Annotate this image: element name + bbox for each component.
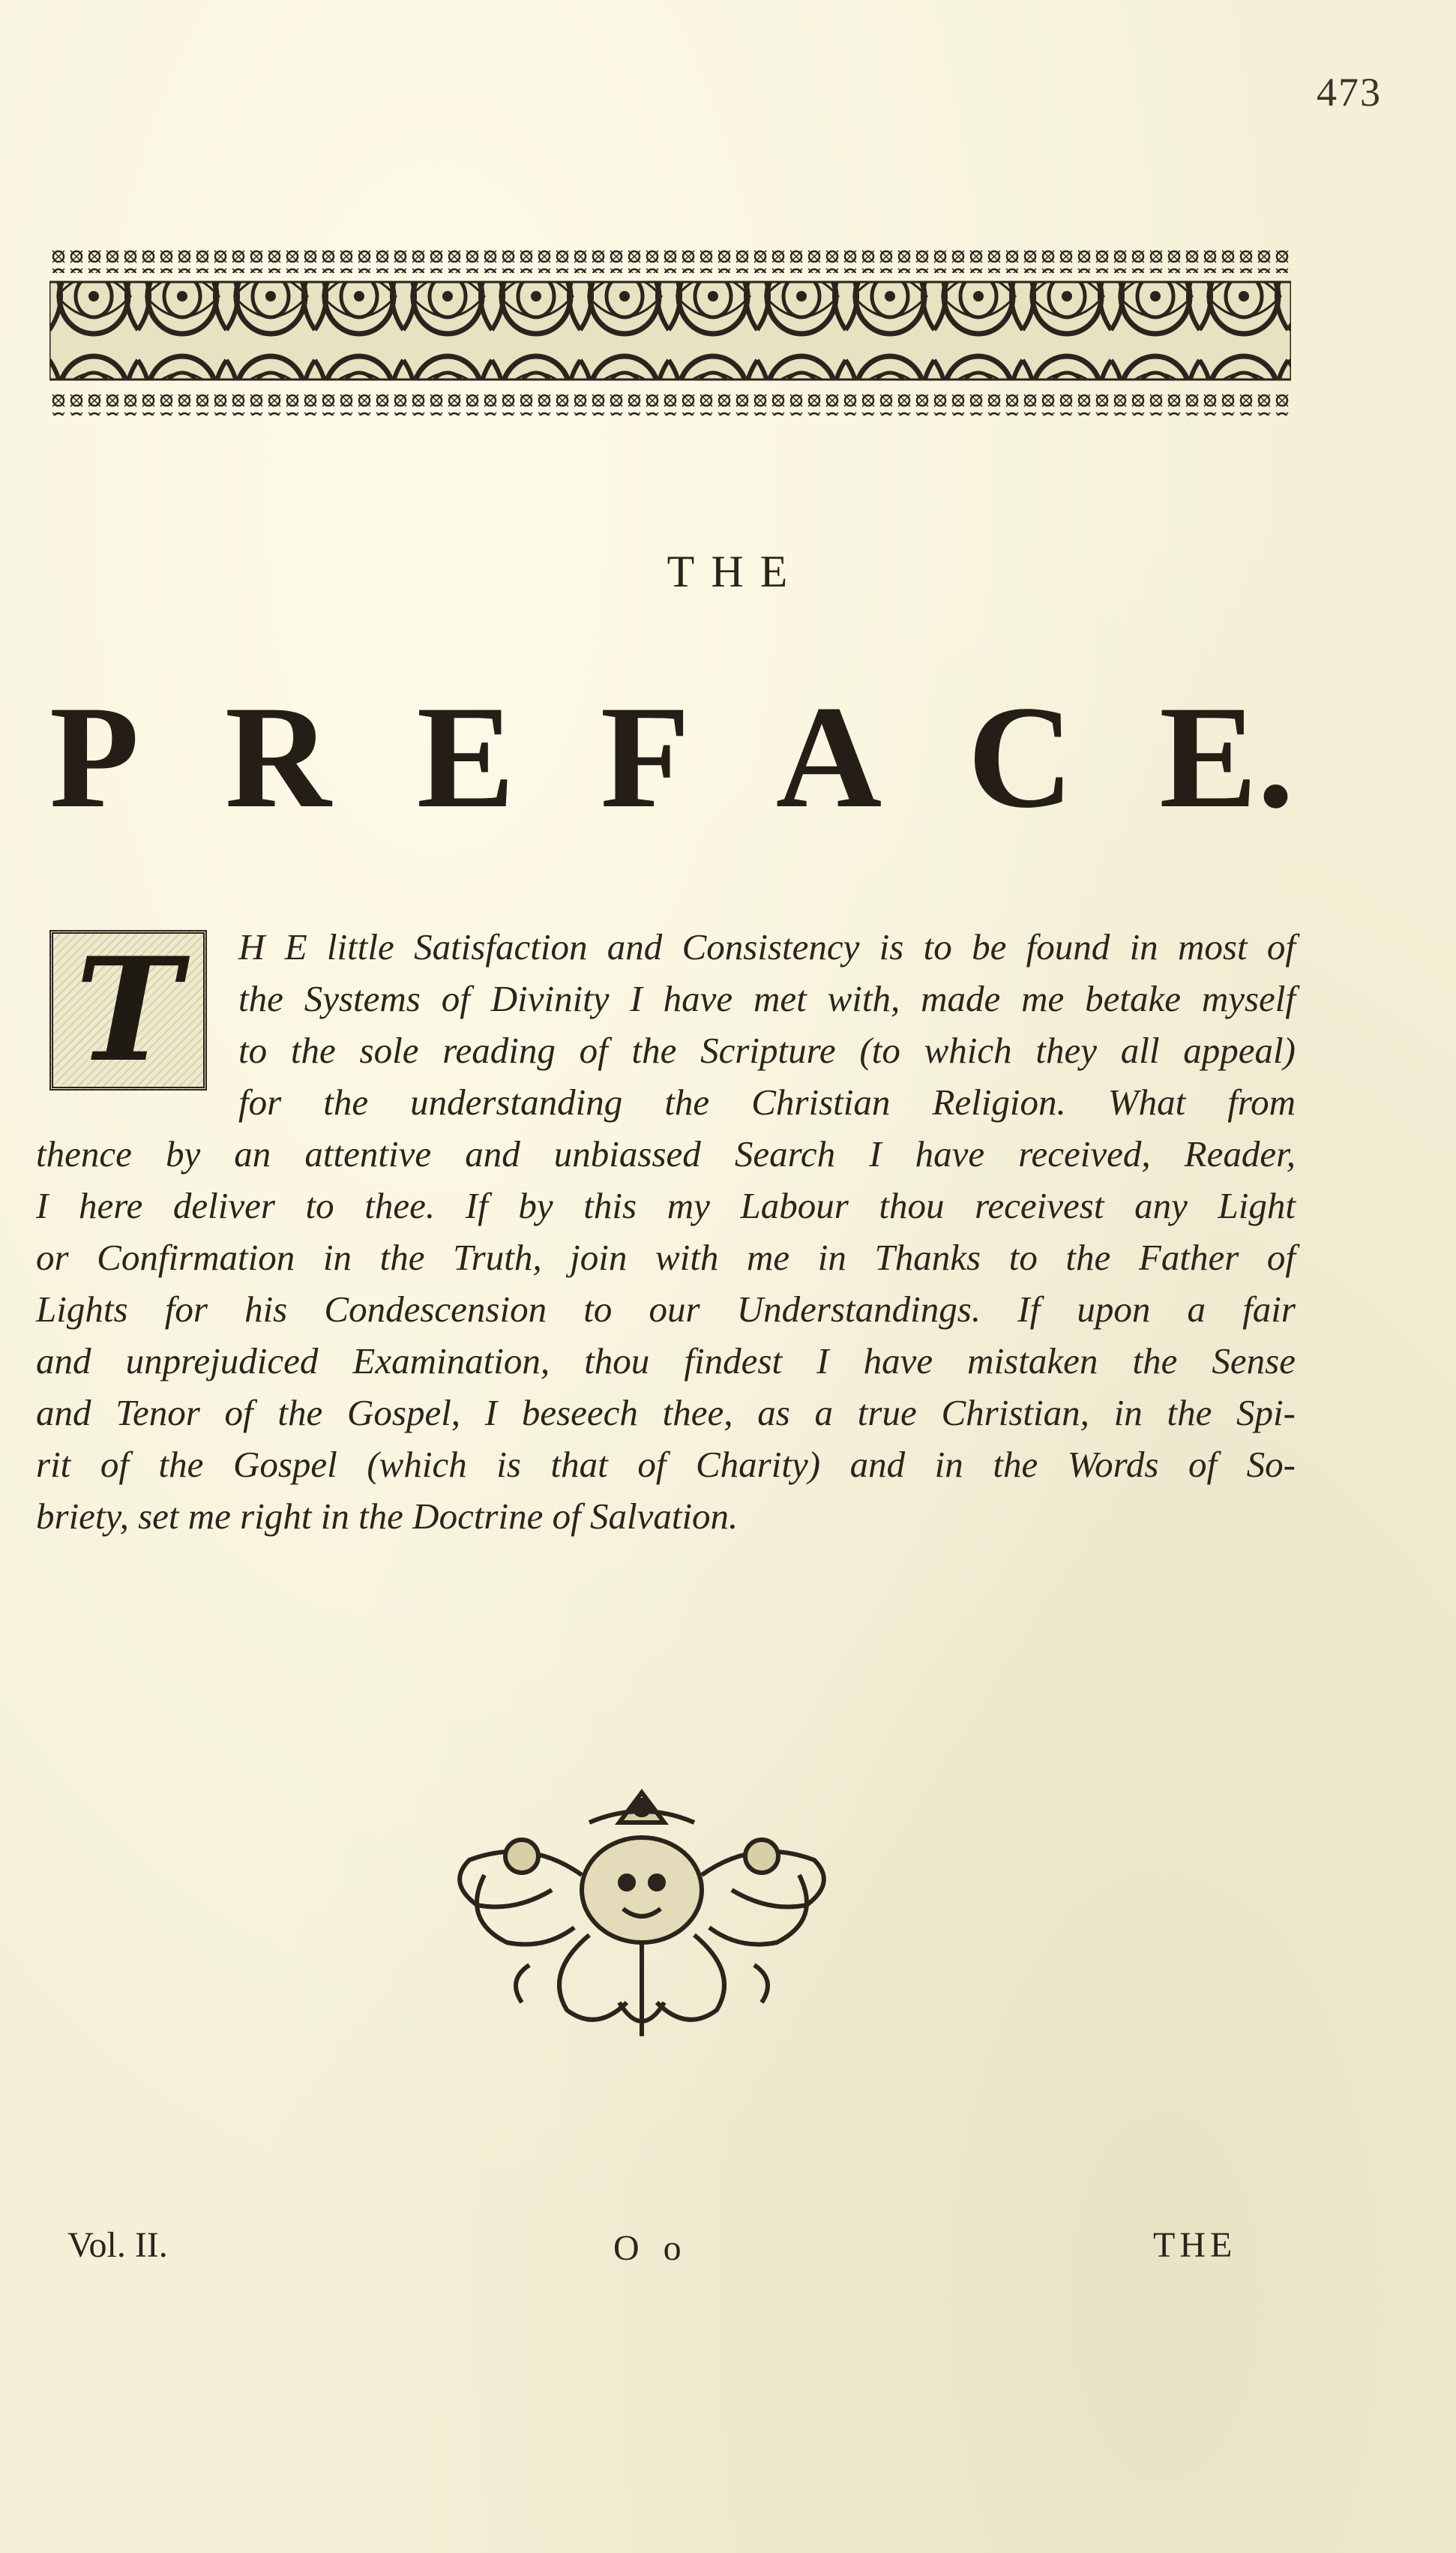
text-line: thence by an attentive and unbiassed Search I have received, Reader, — [36, 1133, 1296, 1174]
text-line: and Tenor of the Gospel, I beseech thee, as a true Christian, in the Spi- — [36, 1392, 1296, 1433]
text-line: to the sole reading of the Scripture (to which they all appeal) — [238, 1030, 1296, 1071]
text-line: briety, set me right in the Doctrine of Salvation. — [36, 1496, 738, 1537]
preface-letter-p: P — [49, 676, 139, 838]
the-heading: THE — [667, 547, 804, 596]
text-line: and unprejudiced Examination, thou findest I have mistaken the Sense — [36, 1340, 1296, 1382]
preface-letter-a: A — [775, 676, 882, 838]
gathering-signature: O o — [613, 2228, 689, 2268]
text-line: the Systems of Divinity I have met with, made me betake myself — [238, 978, 1296, 1019]
text-line: I here deliver to thee. If by this my Labour thou receivest any Light — [36, 1185, 1296, 1226]
preface-letter-r: R — [224, 676, 331, 838]
catchword: THE — [1153, 2225, 1237, 2265]
ornamental-tailpiece — [439, 1778, 844, 2048]
preface-letter-c: C — [967, 676, 1074, 838]
text-line: rit of the Gospel (which is that of Charity) and in the Words of So- — [36, 1444, 1296, 1485]
preface-letter-e-final: E. — [1159, 676, 1294, 838]
preface-letter-e: E — [416, 676, 515, 838]
preface-text — [36, 921, 1296, 1542]
text-line: for the understanding the Christian Religion. What from — [238, 1082, 1296, 1123]
text-line: H E little Satisfaction and Consistency is to be found in most of — [238, 926, 1296, 968]
preface-letter-f: F — [600, 676, 691, 838]
ornamental-headpiece — [49, 248, 1291, 424]
preface-title — [49, 676, 1294, 838]
page-number: 473 — [1317, 70, 1382, 115]
drop-cap-letter: T — [75, 926, 181, 1094]
text-line: Lights for his Condescension to our Understandings. If upon a fair — [36, 1288, 1296, 1330]
volume-signature: Vol. II. — [67, 2225, 168, 2265]
text-line: or Confirmation in the Truth, join with me in Thanks to the Father of — [36, 1237, 1296, 1278]
